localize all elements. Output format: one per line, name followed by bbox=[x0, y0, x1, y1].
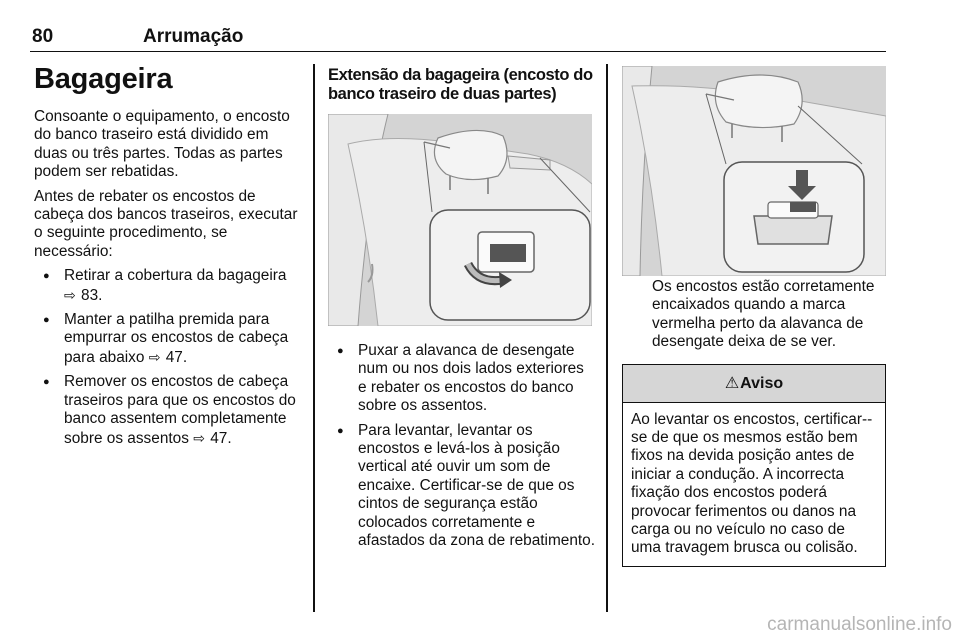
section-title: Bagageira bbox=[34, 63, 173, 95]
page-reference[interactable] bbox=[64, 287, 102, 304]
instruction-list bbox=[328, 342, 596, 550]
list-item-text: Remover os encostos de cabeça traseiros para que os encostos do banco assentem completamente sobre os assentos bbox=[64, 373, 296, 447]
list-item: ● Para levantar, levantar os encostos e levá-los à posição vertical até ouvir um som de encaixe. Certificar-se de que os cintos de segurança estão colocados corretamente e afastados da zona de rebatimento. bbox=[328, 422, 596, 551]
section-subtitle: Extensão da bagageira (encosto do banco traseiro de duas partes) bbox=[328, 66, 593, 103]
reference-page: 83. bbox=[81, 286, 103, 304]
warning-triangle-icon: ⚠ bbox=[724, 374, 740, 392]
page-header bbox=[30, 26, 886, 52]
seat-lock-indicator-illustration bbox=[622, 66, 886, 276]
warning-box bbox=[622, 364, 886, 567]
column-left bbox=[34, 62, 302, 454]
watermark: carmanualsonline.info bbox=[767, 614, 952, 635]
reference-arrow-icon: ⇨ bbox=[193, 429, 205, 446]
page-reference[interactable] bbox=[193, 430, 231, 447]
warning-header bbox=[623, 365, 885, 403]
reference-arrow-icon: ⇨ bbox=[64, 286, 76, 303]
warning-text: Ao levantar os encostos, certificar--se de que os mesmos estão bem fixos na devida posição antes de iniciar a condução. A incorrecta fixação dos encostos poderá provocar ferimentos ou danos na carga ou no veículo no caso de uma travagem brusca ou colisão. bbox=[631, 410, 873, 557]
procedure-list bbox=[34, 267, 302, 448]
list-item: ● Puxar a alavanca de desengate num ou nos dois lados exteriores e rebater os encostos do banco sobre os assentos. bbox=[328, 342, 596, 416]
list-item bbox=[34, 373, 302, 448]
page-number: 80 bbox=[32, 26, 54, 47]
column-divider bbox=[313, 64, 315, 612]
list-item-text: Manter a patilha premida para empurrar os encostos de cabeça para abaixo bbox=[64, 311, 289, 366]
warning-title: Aviso bbox=[740, 374, 784, 392]
page-reference[interactable] bbox=[149, 349, 187, 366]
seat-release-lever-illustration bbox=[328, 114, 592, 326]
list-item-text: Retirar a cobertura da bagageira bbox=[64, 267, 287, 285]
column-divider bbox=[606, 64, 608, 612]
procedure-paragraph: Antes de rebater os encostos de cabeça dos bancos traseiros, executar o seguinte procedimento, se necessário: bbox=[34, 187, 298, 260]
reference-page: 47. bbox=[210, 429, 232, 447]
list-item bbox=[34, 267, 302, 305]
reference-page: 47. bbox=[165, 348, 188, 366]
column-middle bbox=[328, 66, 596, 556]
chapter-title: Arrumação bbox=[143, 26, 244, 47]
figure-caption: Os encostos estão corretamente encaixados quando a marca vermelha perto da alavanca de desengate deixa de se ver. bbox=[652, 278, 875, 351]
list-item bbox=[34, 311, 302, 367]
reference-arrow-icon: ⇨ bbox=[148, 348, 161, 365]
intro-paragraph: Consoante o equipamento, o encosto do banco traseiro está dividido em duas ou três partes. Todas as partes podem ser rebatidas. bbox=[34, 108, 290, 181]
column-right bbox=[622, 66, 886, 567]
